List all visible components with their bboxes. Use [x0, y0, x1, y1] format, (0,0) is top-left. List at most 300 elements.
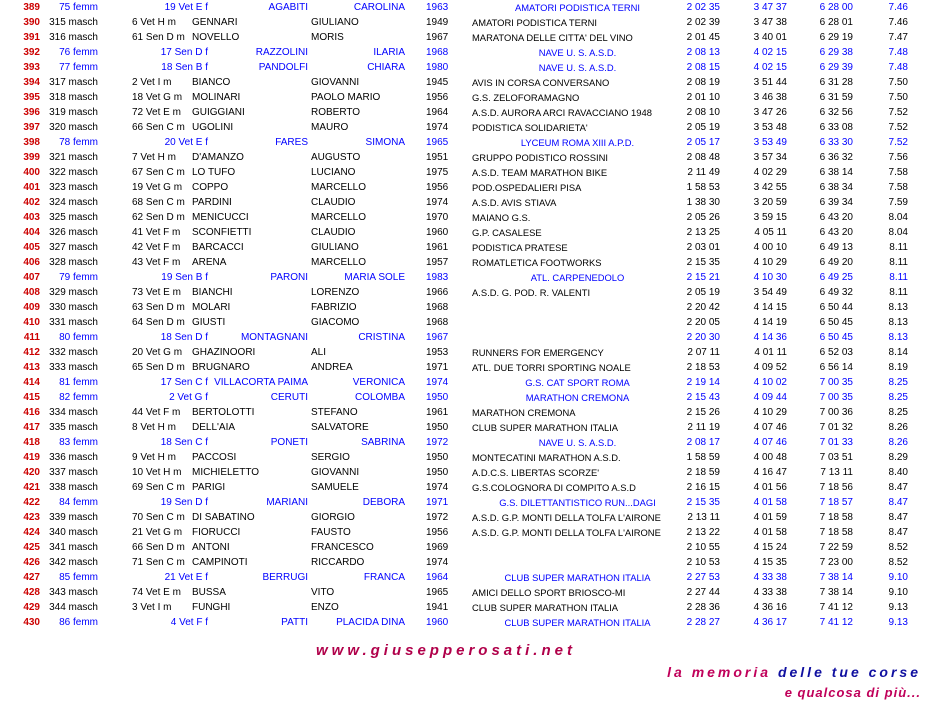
split1-cell: 2 10 53 [686, 557, 720, 568]
gender-rank-cell: 330 masch [49, 302, 98, 313]
table-row [0, 285, 929, 300]
pace-cell: 8.13 [888, 332, 908, 343]
club-cell: G.S. ZELOFORAMAGNO [472, 92, 580, 103]
surname-cell: MARIANI [266, 497, 308, 508]
split2-cell: 4 09 52 [753, 362, 787, 373]
category-cell: 65 Sen D m [132, 362, 185, 373]
split2-cell: 4 01 58 [753, 497, 787, 508]
table-row [0, 465, 929, 480]
club-cell: ROMATLETICA FOOTWORKS [472, 257, 602, 268]
final-time-cell: 6 38 14 [819, 167, 853, 178]
pace-cell: 7.47 [888, 32, 908, 43]
gender-rank-cell: 331 masch [49, 317, 98, 328]
table-row [0, 15, 929, 30]
gender-rank-cell: 76 femm [59, 47, 98, 58]
surname-cell: GUIGGIANI [192, 107, 245, 118]
table-row [0, 420, 929, 435]
category-cell: 17 Sen C f [160, 377, 208, 388]
site-link[interactable]: www.giusepperosati.net [316, 642, 576, 659]
birth-year-cell: 1972 [426, 512, 449, 523]
position-cell: 392 [23, 47, 40, 58]
surname-cell: MOLINARI [192, 92, 241, 103]
first-name-cell: GIULIANO [311, 242, 359, 253]
position-cell: 393 [23, 62, 40, 73]
split1-cell: 2 02 35 [686, 2, 720, 13]
split1-cell: 2 13 22 [686, 527, 720, 538]
surname-cell: GENNARI [192, 17, 238, 28]
category-cell: 42 Vet F m [132, 242, 181, 253]
position-cell: 398 [23, 137, 40, 148]
pace-cell: 8.04 [888, 212, 908, 223]
birth-year-cell: 1950 [426, 467, 449, 478]
table-row [0, 210, 929, 225]
gender-rank-cell: 315 masch [49, 17, 98, 28]
category-cell: 69 Sen C m [132, 482, 185, 493]
first-name-cell: VERONICA [352, 377, 405, 388]
pace-cell: 8.13 [888, 302, 908, 313]
split1-cell: 1 58 53 [686, 182, 720, 193]
split1-cell: 2 15 35 [686, 497, 720, 508]
pace-cell: 7.46 [888, 17, 908, 28]
position-cell: 419 [23, 452, 40, 463]
surname-cell: MOLARI [192, 302, 231, 313]
split1-cell: 2 27 44 [686, 587, 720, 598]
surname-cell: MENICUCCI [192, 212, 249, 223]
category-cell: 70 Sen C m [132, 512, 185, 523]
table-row [0, 195, 929, 210]
final-time-cell: 7 41 12 [819, 602, 853, 613]
surname-cell: VILLACORTA PAIMA [214, 377, 308, 388]
split2-cell: 4 36 16 [753, 602, 787, 613]
split1-cell: 2 08 19 [686, 77, 720, 88]
category-cell: 9 Vet H m [132, 452, 176, 463]
pace-cell: 8.11 [889, 287, 908, 298]
final-time-cell: 7 00 36 [819, 407, 853, 418]
final-time-cell: 6 49 13 [819, 242, 853, 253]
final-time-cell: 6 31 59 [819, 92, 853, 103]
category-cell: 62 Sen D m [132, 212, 185, 223]
club-cell: A.S.D. G. POD. R. VALENTI [472, 287, 591, 298]
table-row [0, 405, 929, 420]
split2-cell: 4 01 58 [753, 527, 787, 538]
gender-rank-cell: 342 masch [49, 557, 98, 568]
table-row [0, 435, 929, 450]
table-row [0, 360, 929, 375]
gender-rank-cell: 329 masch [49, 287, 98, 298]
birth-year-cell: 1967 [426, 332, 449, 343]
club-cell: MONTECATINI MARATHON A.S.D. [472, 452, 621, 463]
category-cell: 2 Vet I m [132, 77, 172, 88]
final-time-cell: 6 39 34 [819, 197, 853, 208]
split1-cell: 2 01 45 [686, 32, 720, 43]
position-cell: 406 [23, 257, 40, 268]
position-cell: 427 [23, 572, 40, 583]
position-cell: 416 [23, 407, 40, 418]
split2-cell: 4 10 02 [753, 377, 787, 388]
pace-cell: 7.52 [888, 107, 908, 118]
final-time-cell: 6 43 20 [819, 212, 853, 223]
final-time-cell: 7 41 12 [819, 617, 853, 628]
gender-rank-cell: 84 femm [59, 497, 98, 508]
first-name-cell: CLAUDIO [311, 227, 356, 238]
table-row [0, 240, 929, 255]
split1-cell: 2 02 39 [686, 17, 720, 28]
final-time-cell: 7 01 33 [819, 437, 853, 448]
birth-year-cell: 1974 [426, 122, 449, 133]
birth-year-cell: 1970 [426, 212, 449, 223]
final-time-cell: 6 29 38 [819, 47, 853, 58]
surname-cell: BIANCO [192, 77, 231, 88]
final-time-cell: 7 38 14 [819, 587, 853, 598]
position-cell: 421 [23, 482, 40, 493]
table-row [0, 270, 929, 285]
surname-cell: DELL'AIA [192, 422, 236, 433]
split2-cell: 4 14 19 [753, 317, 787, 328]
first-name-cell: PAOLO MARIO [311, 92, 381, 103]
birth-year-cell: 1965 [426, 137, 449, 148]
final-time-cell: 7 01 32 [819, 422, 853, 433]
table-row [0, 615, 929, 630]
pace-cell: 9.10 [888, 572, 908, 583]
table-row [0, 390, 929, 405]
first-name-cell: FAUSTO [311, 527, 351, 538]
table-row [0, 0, 929, 15]
birth-year-cell: 1974 [426, 377, 449, 388]
position-cell: 389 [23, 2, 40, 13]
category-cell: 19 Vet E f [164, 2, 208, 13]
birth-year-cell: 1972 [426, 437, 449, 448]
first-name-cell: ANDREA [311, 362, 353, 373]
split2-cell: 4 10 29 [753, 407, 787, 418]
category-cell: 18 Sen C f [160, 437, 208, 448]
club-cell: AMATORI PODISTICA TERNI [472, 17, 598, 28]
first-name-cell: ENZO [311, 602, 339, 613]
split1-cell: 2 08 48 [686, 152, 720, 163]
final-time-cell: 6 49 20 [819, 257, 853, 268]
first-name-cell: CAROLINA [353, 2, 405, 13]
split2-cell: 4 15 24 [753, 542, 787, 553]
first-name-cell: GIACOMO [311, 317, 360, 328]
birth-year-cell: 1956 [426, 182, 449, 193]
pace-cell: 8.26 [888, 437, 908, 448]
birth-year-cell: 1957 [426, 257, 449, 268]
split2-cell: 3 47 26 [753, 107, 787, 118]
pace-cell: 8.47 [888, 497, 908, 508]
split2-cell: 3 20 59 [753, 197, 787, 208]
pace-cell: 8.11 [889, 242, 908, 253]
pace-cell: 8.52 [888, 542, 908, 553]
gender-rank-cell: 320 masch [49, 122, 98, 133]
surname-cell: BRUGNARO [192, 362, 250, 373]
surname-cell: PARONI [270, 272, 308, 283]
gender-rank-cell: 339 masch [49, 512, 98, 523]
gender-rank-cell: 343 masch [49, 587, 98, 598]
surname-cell: ANTONI [192, 542, 230, 553]
position-cell: 426 [23, 557, 40, 568]
category-cell: 18 Sen D f [160, 332, 208, 343]
club-cell: MAIANO G.S. [472, 212, 531, 223]
category-cell: 61 Sen D m [132, 32, 185, 43]
split2-cell: 4 05 11 [754, 227, 787, 238]
split2-cell: 4 10 29 [753, 257, 787, 268]
split2-cell: 3 51 44 [753, 77, 787, 88]
pace-cell: 8.26 [888, 422, 908, 433]
birth-year-cell: 1963 [426, 2, 449, 13]
table-row [0, 120, 929, 135]
surname-cell: MONTAGNANI [240, 332, 308, 343]
split1-cell: 2 03 01 [686, 242, 720, 253]
birth-year-cell: 1964 [426, 572, 449, 583]
surname-cell: GHAZINOORI [192, 347, 256, 358]
pace-cell: 8.13 [888, 317, 908, 328]
first-name-cell: FRANCA [363, 572, 405, 583]
final-time-cell: 6 49 32 [819, 287, 853, 298]
split2-cell: 4 33 38 [753, 587, 787, 598]
table-row [0, 105, 929, 120]
table-row [0, 60, 929, 75]
birth-year-cell: 1941 [426, 602, 449, 613]
surname-cell: PACCOSI [192, 452, 237, 463]
birth-year-cell: 1961 [426, 407, 449, 418]
position-cell: 407 [23, 272, 40, 283]
final-time-cell: 6 36 32 [819, 152, 853, 163]
gender-rank-cell: 338 masch [49, 482, 98, 493]
table-row [0, 570, 929, 585]
surname-cell: BARCACCI [192, 242, 244, 253]
club-cell: PODISTICA PRATESE [472, 242, 568, 253]
category-cell: 4 Vet F f [170, 617, 208, 628]
surname-cell: ARENA [192, 257, 227, 268]
surname-cell: BERRUGI [262, 572, 308, 583]
table-row [0, 165, 929, 180]
position-cell: 425 [23, 542, 40, 553]
gender-rank-cell: 321 masch [49, 152, 98, 163]
first-name-cell: MARCELLO [311, 212, 367, 223]
position-cell: 402 [23, 197, 40, 208]
birth-year-cell: 1966 [426, 287, 449, 298]
first-name-cell: MARCELLO [311, 182, 367, 193]
table-row [0, 300, 929, 315]
final-time-cell: 6 43 20 [819, 227, 853, 238]
position-cell: 391 [23, 32, 40, 43]
split1-cell: 2 28 36 [686, 602, 720, 613]
split1-cell: 2 13 25 [686, 227, 720, 238]
pace-cell: 7.58 [888, 182, 908, 193]
birth-year-cell: 1980 [426, 62, 449, 73]
first-name-cell: AUGUSTO [311, 152, 361, 163]
table-row [0, 135, 929, 150]
gender-rank-cell: 337 masch [49, 467, 98, 478]
club-cell: AVIS IN CORSA CONVERSANO [472, 77, 610, 88]
split1-cell: 2 27 53 [686, 572, 720, 583]
club-cell: NAVE U. S. A.S.D. [538, 62, 617, 73]
birth-year-cell: 1950 [426, 392, 449, 403]
split2-cell: 3 59 15 [753, 212, 787, 223]
split1-cell: 2 11 49 [687, 167, 720, 178]
split1-cell: 2 05 19 [686, 287, 720, 298]
club-cell: ATL. CARPENEDOLO [530, 272, 625, 283]
surname-cell: MICHIELETTO [192, 467, 260, 478]
surname-cell: UGOLINI [192, 122, 234, 133]
gender-rank-cell: 340 masch [49, 527, 98, 538]
position-cell: 422 [23, 497, 40, 508]
final-time-cell: 7 18 57 [819, 497, 853, 508]
table-row [0, 585, 929, 600]
birth-year-cell: 1974 [426, 197, 449, 208]
club-cell: GRUPPO PODISTICO ROSSINI [472, 152, 608, 163]
position-cell: 411 [23, 332, 40, 343]
category-cell: 72 Vet E m [132, 107, 181, 118]
split2-cell: 4 07 46 [753, 437, 787, 448]
split1-cell: 2 20 42 [686, 302, 720, 313]
position-cell: 414 [23, 377, 40, 388]
birth-year-cell: 1974 [426, 482, 449, 493]
category-cell: 20 Vet G m [132, 347, 183, 358]
first-name-cell: DEBORA [362, 497, 405, 508]
final-time-cell: 6 29 39 [819, 62, 853, 73]
split1-cell: 1 38 30 [686, 197, 720, 208]
split2-cell: 3 47 37 [753, 2, 787, 13]
category-cell: 6 Vet H m [132, 17, 176, 28]
split2-cell: 4 14 15 [753, 302, 787, 313]
pace-cell: 8.47 [888, 482, 908, 493]
final-time-cell: 6 50 44 [819, 302, 853, 313]
club-cell: MARATONA DELLE CITTA' DEL VINO [472, 32, 633, 43]
tagline-secondary: e qualcosa di più... [784, 685, 921, 700]
gender-rank-cell: 82 femm [59, 392, 98, 403]
club-cell: ATL. DUE TORRI SPORTING NOALE [472, 362, 631, 373]
club-cell: PODISTICA SOLIDARIETA' [472, 122, 588, 133]
gender-rank-cell: 75 femm [59, 2, 98, 13]
category-cell: 68 Sen C m [132, 197, 185, 208]
split2-cell: 4 02 15 [753, 62, 787, 73]
first-name-cell: SERGIO [311, 452, 350, 463]
split2-cell: 4 14 36 [753, 332, 787, 343]
split1-cell: 2 07 11 [687, 347, 720, 358]
category-cell: 66 Sen D m [132, 542, 185, 553]
surname-cell: PONETI [270, 437, 308, 448]
position-cell: 390 [23, 17, 40, 28]
birth-year-cell: 1949 [426, 17, 449, 28]
table-row [0, 45, 929, 60]
first-name-cell: SALVATORE [311, 422, 369, 433]
surname-cell: PARIGI [192, 482, 226, 493]
first-name-cell: VITO [311, 587, 335, 598]
gender-rank-cell: 341 masch [49, 542, 98, 553]
surname-cell: CAMPINOTI [192, 557, 248, 568]
split1-cell: 2 20 30 [686, 332, 720, 343]
split2-cell: 4 01 56 [753, 482, 787, 493]
position-cell: 396 [23, 107, 40, 118]
table-row [0, 510, 929, 525]
surname-cell: NOVELLO [192, 32, 240, 43]
first-name-cell: GIORGIO [311, 512, 355, 523]
final-time-cell: 7 13 11 [820, 467, 853, 478]
final-time-cell: 7 00 35 [819, 377, 853, 388]
position-cell: 424 [23, 527, 40, 538]
birth-year-cell: 1956 [426, 92, 449, 103]
surname-cell: PATTI [281, 617, 308, 628]
category-cell: 64 Sen D m [132, 317, 185, 328]
surname-cell: BUSSA [192, 587, 226, 598]
birth-year-cell: 1945 [426, 77, 449, 88]
split2-cell: 4 00 48 [753, 452, 787, 463]
category-cell: 3 Vet I m [132, 602, 172, 613]
gender-rank-cell: 326 masch [49, 227, 98, 238]
first-name-cell: SABRINA [361, 437, 405, 448]
gender-rank-cell: 83 femm [59, 437, 98, 448]
table-row [0, 495, 929, 510]
position-cell: 397 [23, 122, 40, 133]
club-cell: A.S.D. TEAM MARATHON BIKE [472, 167, 608, 178]
split1-cell: 1 58 59 [686, 452, 720, 463]
table-row [0, 150, 929, 165]
first-name-cell: MORIS [311, 32, 344, 43]
split2-cell: 3 46 38 [753, 92, 787, 103]
surname-cell: FUNGHI [192, 602, 231, 613]
split2-cell: 3 54 49 [753, 287, 787, 298]
club-cell: MARATHON CREMONA [472, 407, 576, 418]
split1-cell: 2 28 27 [686, 617, 720, 628]
birth-year-cell: 1951 [426, 152, 449, 163]
position-cell: 401 [23, 182, 40, 193]
category-cell: 18 Vet G m [132, 92, 183, 103]
split2-cell: 3 57 34 [753, 152, 787, 163]
gender-rank-cell: 324 masch [49, 197, 98, 208]
birth-year-cell: 1968 [426, 47, 449, 58]
table-row [0, 480, 929, 495]
tagline-part1: la memoria [667, 664, 772, 680]
birth-year-cell: 1961 [426, 242, 449, 253]
category-cell: 2 Vet G f [169, 392, 208, 403]
category-cell: 66 Sen C m [132, 122, 185, 133]
final-time-cell: 6 28 00 [819, 2, 853, 13]
gender-rank-cell: 322 masch [49, 167, 98, 178]
surname-cell: FIORUCCI [192, 527, 241, 538]
first-name-cell: PLACIDA DINA [336, 617, 405, 628]
pace-cell: 8.47 [888, 527, 908, 538]
split1-cell: 2 05 19 [686, 122, 720, 133]
split1-cell: 2 08 13 [686, 47, 720, 58]
category-cell: 18 Sen B f [161, 62, 208, 73]
birth-year-cell: 1956 [426, 527, 449, 538]
final-time-cell: 6 33 30 [819, 137, 853, 148]
category-cell: 41 Vet F m [132, 227, 181, 238]
final-time-cell: 7 00 35 [819, 392, 853, 403]
club-cell: NAVE U. S. A.S.D. [538, 437, 617, 448]
split2-cell: 4 36 17 [753, 617, 787, 628]
split1-cell: 2 15 43 [686, 392, 720, 403]
split1-cell: 2 16 15 [686, 482, 720, 493]
first-name-cell: SAMUELE [311, 482, 359, 493]
birth-year-cell: 1971 [426, 362, 449, 373]
split1-cell: 2 20 05 [686, 317, 720, 328]
final-time-cell: 6 28 01 [819, 17, 853, 28]
birth-year-cell: 1983 [426, 272, 449, 283]
split1-cell: 2 08 17 [686, 437, 720, 448]
position-cell: 399 [23, 152, 40, 163]
split2-cell: 4 33 38 [753, 572, 787, 583]
pace-cell: 7.59 [888, 197, 908, 208]
club-cell: A.S.D. G.P. MONTI DELLA TOLFA L'AIRONE [472, 527, 661, 538]
pace-cell: 7.56 [888, 152, 908, 163]
first-name-cell: MARIA SOLE [344, 272, 405, 283]
split2-cell: 4 15 35 [753, 557, 787, 568]
final-time-cell: 6 52 03 [819, 347, 853, 358]
final-time-cell: 6 50 45 [819, 317, 853, 328]
club-cell: A.S.D. AURORA ARCI RAVACCIANO 1948 [472, 107, 652, 118]
birth-year-cell: 1953 [426, 347, 449, 358]
